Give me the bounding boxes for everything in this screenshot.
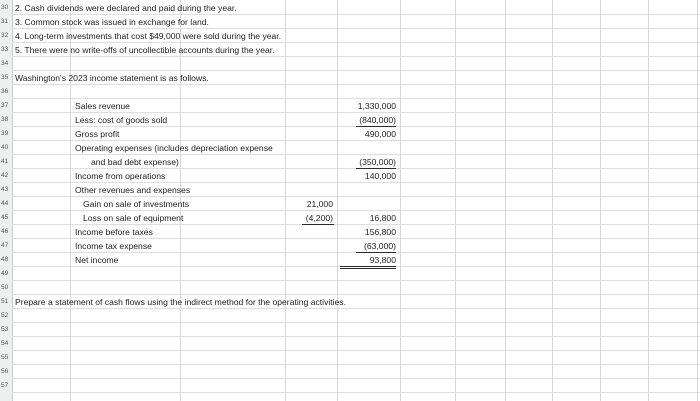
- note-cell[interactable]: 4. Long-term investments that cost $49,000 were sold during the year.: [15, 31, 282, 41]
- row-number[interactable]: 38: [1, 116, 9, 123]
- label-cell[interactable]: Sales revenue: [75, 101, 130, 111]
- row-number[interactable]: 39: [1, 130, 9, 137]
- row-number[interactable]: 32: [1, 32, 9, 39]
- label-cell[interactable]: Operating expenses (includes depreciation expense: [75, 143, 273, 153]
- row-number[interactable]: 49: [1, 270, 9, 277]
- row-number[interactable]: 55: [1, 354, 9, 361]
- row-number[interactable]: 47: [1, 242, 9, 249]
- row-number[interactable]: 52: [1, 312, 9, 319]
- row-divider: [12, 280, 700, 281]
- column-divider: [400, 0, 401, 401]
- label-cell[interactable]: and bad debt expense): [91, 157, 179, 167]
- row-divider: [12, 364, 700, 365]
- row-number[interactable]: 43: [1, 186, 9, 193]
- row-number[interactable]: 45: [1, 214, 9, 221]
- row-number[interactable]: 41: [1, 158, 9, 165]
- value-cell[interactable]: 140,000: [364, 171, 396, 181]
- row-number[interactable]: 56: [1, 368, 9, 375]
- label-cell[interactable]: Loss on sale of equipment: [83, 213, 184, 223]
- column-divider: [70, 0, 71, 401]
- row-divider: [12, 378, 700, 379]
- row-number[interactable]: 57: [1, 382, 9, 389]
- value-cell[interactable]: 490,000: [364, 129, 396, 139]
- row-number[interactable]: 31: [1, 18, 9, 25]
- note-cell[interactable]: 5. There were no write-offs of uncollectible accounts during the year.: [15, 45, 275, 55]
- label-cell[interactable]: Gross profit: [75, 129, 120, 139]
- underline: [302, 224, 334, 225]
- row-number[interactable]: 37: [1, 102, 9, 109]
- row-number[interactable]: 44: [1, 200, 9, 207]
- column-divider: [337, 0, 338, 401]
- value-cell[interactable]: (4,200): [305, 213, 333, 223]
- row-divider: [12, 392, 700, 393]
- value-cell[interactable]: (63,000): [363, 241, 396, 251]
- value-cell[interactable]: 93,800: [369, 255, 396, 265]
- row-number[interactable]: 51: [1, 298, 9, 305]
- value-cell[interactable]: 21,000: [306, 199, 333, 209]
- label-cell[interactable]: Income tax expense: [75, 241, 152, 251]
- column-divider: [285, 0, 286, 401]
- row-divider: [12, 322, 700, 323]
- row-number[interactable]: 42: [1, 172, 9, 179]
- note-cell[interactable]: 3. Common stock was issued in exchange for land.: [15, 17, 209, 27]
- label-cell[interactable]: Net income: [75, 255, 119, 265]
- label-cell[interactable]: Other revenues and expenses: [75, 185, 191, 195]
- label-cell[interactable]: Less: cost of goods sold: [75, 115, 168, 125]
- column-divider: [600, 0, 601, 401]
- note-cell[interactable]: 2. Cash dividends were declared and paid during the year.: [15, 3, 237, 13]
- column-divider: [455, 0, 456, 401]
- row-number[interactable]: 48: [1, 256, 9, 263]
- column-divider: [505, 0, 506, 401]
- row-number[interactable]: 46: [1, 228, 9, 235]
- column-divider: [648, 0, 649, 401]
- intro-cell[interactable]: Washington's 2023 income statement is as follows.: [15, 73, 209, 83]
- value-cell[interactable]: 16,800: [369, 213, 396, 223]
- row-divider: [12, 336, 700, 337]
- column-divider: [697, 0, 698, 401]
- double-underline: [340, 266, 396, 267]
- row-number[interactable]: 53: [1, 326, 9, 333]
- row-number[interactable]: 34: [1, 60, 9, 67]
- row-number[interactable]: 30: [1, 4, 9, 11]
- column-divider: [552, 0, 553, 401]
- row-number[interactable]: 40: [1, 144, 9, 151]
- double-underline: [340, 268, 396, 269]
- label-cell[interactable]: Gain on sale of investments: [83, 199, 190, 209]
- value-cell[interactable]: (840,000): [359, 115, 396, 125]
- value-cell[interactable]: (350,000): [359, 157, 396, 167]
- value-cell[interactable]: 1,330,000: [357, 101, 396, 111]
- row-number[interactable]: 54: [1, 340, 9, 347]
- instruction-cell[interactable]: Prepare a statement of cash flows using the indirect method for the operating activities.: [15, 297, 347, 307]
- row-number[interactable]: 36: [1, 88, 9, 95]
- value-cell[interactable]: 156,800: [364, 227, 396, 237]
- label-cell[interactable]: Income from operations: [75, 171, 166, 181]
- label-cell[interactable]: Income before taxes: [75, 227, 153, 237]
- row-number[interactable]: 33: [1, 46, 9, 53]
- row-number[interactable]: 35: [1, 74, 9, 81]
- row-number[interactable]: 50: [1, 284, 9, 291]
- row-divider: [12, 350, 700, 351]
